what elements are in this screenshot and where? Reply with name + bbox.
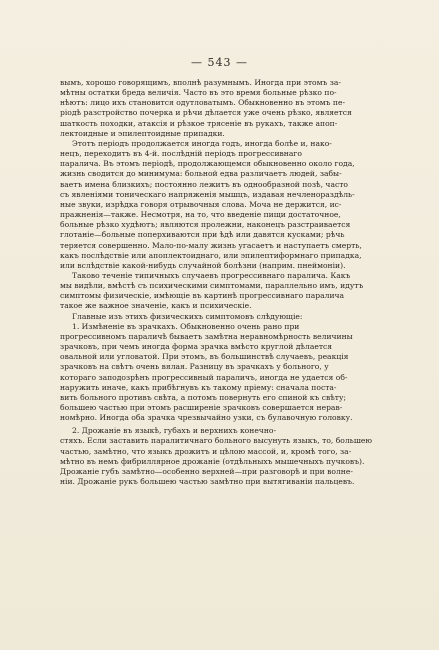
text-line: мѣтно въ немъ фибриллярное дрожаніе (отдѣльныхъ мышечныхъ пучковъ). — [60, 456, 365, 466]
text-line: лектоидные и эпилептоидные припадки. — [60, 128, 225, 138]
text-line: вымъ, хорошо говорящимъ, вполнѣ разумнымъ. Иногда при этомъ за- — [60, 78, 341, 87]
text-line: больные рѣзко худѣютъ; являются пролежни, наконецъ разстраивается — [60, 220, 351, 230]
text-line: Главные изъ этихъ физическихъ симптомовъ слѣдующіе: — [72, 311, 303, 321]
text-line: зрачковъ, при чемъ иногда форма зрачка вмѣсто круглой дѣлается — [60, 342, 333, 352]
text-line: жизнь сводится до минимума: больной едва различаетъ людей, забы- — [60, 169, 342, 179]
text-line: стяхъ. Если заставить паралитичнаго больного высунуть языкъ, то, большею — [60, 436, 372, 446]
text-line: съ явленіями тоническаго напряженія мышцъ, издавая нечленораздѣль- — [60, 189, 355, 199]
text-line: большею частью при этомъ расширеніе зрачковъ совершается нерав- — [60, 403, 343, 412]
text-line: паралича. Въ этомъ періодѣ, продолжающемся обыкновенно около года, — [60, 159, 355, 169]
text-line: или вслѣдствіе какой-нибудь случайной болѣзни (наприм. пнеймоніи). — [60, 260, 346, 270]
text-line: пражненія—также. Несмотря, на то, что введеніе пищи достаточное, — [60, 210, 341, 220]
text-line: глотаніе—больные поперхиваются при ѣдѣ или давятся кусками; рѣчь — [60, 230, 345, 240]
text-line: нецъ, переходитъ въ 4-й. послѣдній періодъ прогрессивнаго — [60, 149, 302, 159]
text-line: ваетъ имена близкихъ; постоянно лежитъ въ однообразной позѣ, часто — [60, 179, 349, 189]
text-line: Таково теченіе типичныхъ случаевъ прогрессивнаго паралича. Какъ — [72, 270, 351, 280]
text-line: 1. Измѣненіе въ зрачкахъ. Обыкновенно очень рано при — [72, 321, 300, 331]
text-line: ріодѣ разстройство почерка и рѣчи дѣлается уже очень рѣзко, является — [60, 108, 352, 118]
text-line: частью, замѣтно, что языкъ дрожитъ и цѣлою массой, и, кромѣ того, за- — [60, 446, 352, 456]
text-line: наружить иначе, какъ прибѣгнувъ къ такому пріему: сначала поста- — [60, 382, 337, 392]
text-line: нѣютъ: лицо ихъ становится одутловатымъ. Обыкновенно въ этомъ пе- — [60, 98, 346, 108]
text-line: шаткость походки, атаксія и рѣзкое трясеніе въ рукахъ, также апоп- — [60, 118, 338, 128]
text-line: мы видѣли, вмѣстѣ съ психическими симптомами, параллельно имъ, идутъ — [60, 281, 364, 291]
text-line: ные звуки, изрѣдка говоря отрывочныя слова. Моча не держится, ис- — [60, 199, 342, 209]
text-line: котораго заподозрѣнъ прогрессивный параличъ, иногда не удается об- — [60, 372, 348, 382]
text-line: симптомы физическіе, имѣющіе въ картинѣ прогрессивнаго паралича — [60, 291, 345, 301]
text-line: такое же важное значеніе, какъ и психическіе. — [60, 301, 252, 311]
text-line: прогрессивномъ параличѣ бываетъ замѣтна неравномѣрность величины — [60, 331, 353, 341]
text-line: теряется совершенно. Мало-по-малу жизнь угасаетъ и наступаетъ смерть, — [60, 240, 362, 250]
body-text — [60, 78, 386, 487]
page-number: — 543 — — [191, 56, 248, 69]
text-line: ніи. Дрожаніе рукъ большею частью замѣтно при вытягиваніи пальцевъ. — [60, 477, 355, 487]
text-line: Дрожаніе губъ замѣтно—особенно верхней—при разговорѣ и при волне- — [60, 466, 353, 476]
text-line: какъ послѣдствіе или апоплектоиднаго, или эпилептиформнаго припадка, — [60, 250, 362, 260]
text-line: мѣтны остатки бреда величія. Часто въ это время больные рѣзко по- — [60, 88, 337, 98]
text-line: номѣрно. Иногда оба зрачка чрезвычайно узки, съ булавочную головку. — [60, 413, 353, 423]
text-line: Этотъ періодъ продолжается иногда годъ, иногда болѣе и, нако- — [72, 138, 332, 148]
text-line: вить больного противъ свѣта, а потомъ повернуть его спиной къ свѣту; — [60, 392, 347, 402]
text-line: зрачковъ на свѣтъ очень вялая. Разницу въ зрачкахъ у больного, у — [60, 362, 329, 372]
text-line: 2. Дрожаніе въ языкѣ, губахъ и верхнихъ конечно- — [72, 426, 277, 436]
text-line: овальной или угловатой. При этомъ, въ большинствѣ случаевъ, реакція — [60, 352, 349, 362]
